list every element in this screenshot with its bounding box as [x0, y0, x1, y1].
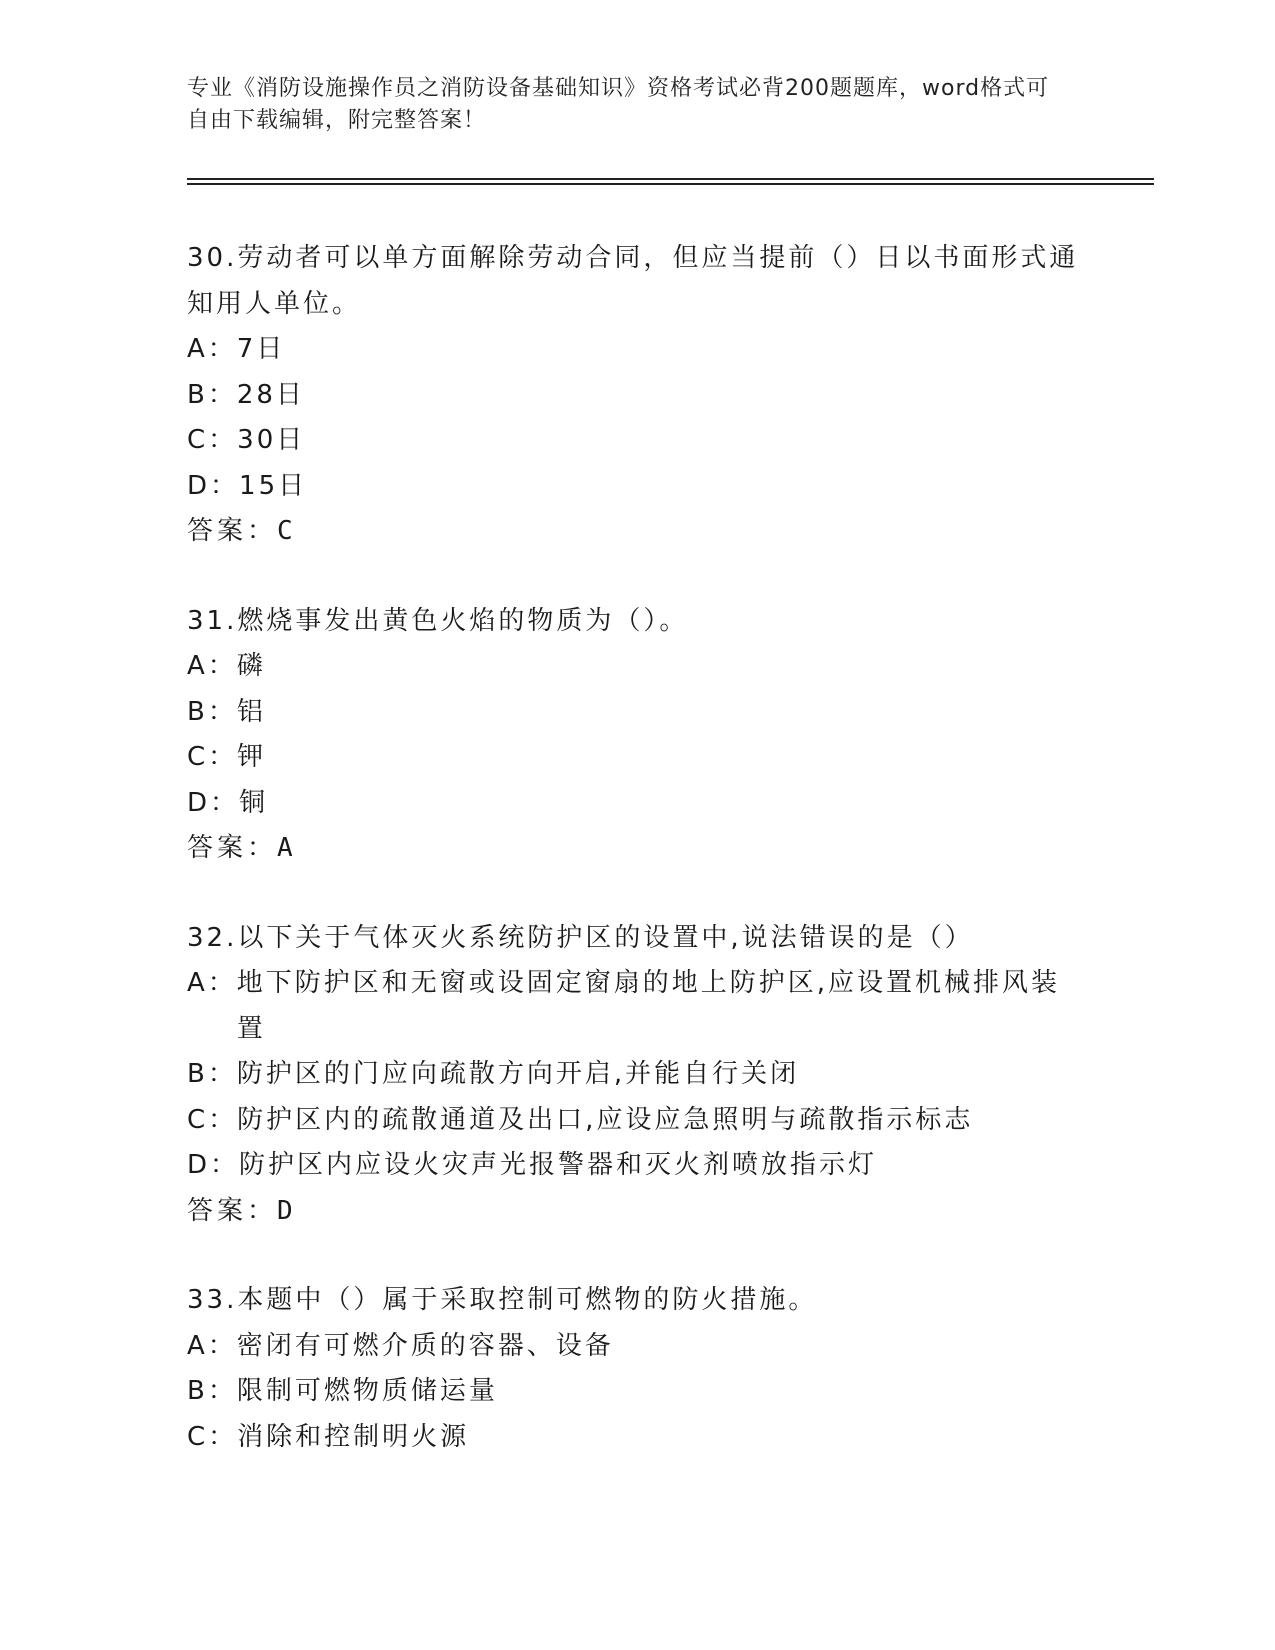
option-a [187, 1324, 1087, 1370]
option-text: 28日 [236, 379, 305, 410]
option-text: 防护区内应设火灾声光报警器和灭火剂喷放指示灯 [239, 1150, 878, 1180]
option-key: C： [187, 1104, 238, 1135]
question-stem: 31.燃烧事发出黄色火焰的物质为（）。 [187, 605, 689, 636]
option-text: 15日 [239, 470, 308, 501]
option-key: C： [187, 425, 238, 455]
option-key: A： [187, 1330, 237, 1361]
option-c [187, 1098, 1087, 1144]
option-key: A： [187, 651, 237, 681]
question-30 [187, 236, 1087, 555]
question-stem: 30.劳动者可以单方面解除劳动合同，但应当提前（）日以书面形式通知用人单位。 [187, 243, 1079, 319]
question-stem: 32.以下关于气体灭火系统防护区的设置中,说法错误的是（） [187, 922, 974, 953]
answer-value: D [277, 1195, 293, 1226]
question-stem: 33.本题中（）属于采取控制可燃物的防火措施。 [187, 1285, 818, 1315]
option-key: D： [187, 470, 240, 501]
option-key: A： [187, 968, 237, 998]
option-key: B： [187, 1376, 237, 1406]
option-d [187, 464, 1087, 510]
answer-label: 答案： [187, 516, 278, 546]
answer-label: 答案： [187, 1195, 278, 1226]
answer-value: C [277, 516, 293, 546]
option-text: 铜 [239, 787, 269, 818]
option-key: C： [187, 1421, 238, 1452]
option-text: 密闭有可燃介质的容器、设备 [236, 1330, 614, 1361]
option-a [187, 644, 1087, 690]
option-text: 防护区内的疏散通道及出口,应设应急照明与疏散指示标志 [237, 1104, 974, 1135]
answer-line [187, 509, 1087, 555]
option-b [187, 373, 1087, 419]
answer-label: 答案： [187, 833, 278, 863]
option-a [187, 961, 1087, 1052]
option-text: 地下防护区和无窗或设固定窗扇的地上防护区,应设置机械排风装置 [236, 968, 1061, 1044]
option-text: 防护区的门应向疏散方向开启,并能自行关闭 [236, 1059, 800, 1089]
option-key: C： [187, 742, 238, 772]
question-31 [187, 599, 1087, 872]
option-text: 限制可燃物质储运量 [236, 1376, 498, 1406]
option-c [187, 1415, 1087, 1461]
header-divider-bottom [187, 183, 1154, 185]
option-b [187, 1052, 1087, 1098]
option-d [187, 1143, 1087, 1189]
answer-line [187, 826, 1087, 872]
option-key: D： [187, 1150, 240, 1180]
question-32 [187, 916, 1087, 1235]
option-b [187, 690, 1087, 736]
option-a [187, 327, 1087, 373]
option-key: B： [187, 1059, 237, 1089]
document-header: 专业《消防设施操作员之消防设备基础知识》资格考试必背200题题库，word格式可自由下载编辑，附完整答案！ [187, 76, 1050, 133]
option-key: D： [187, 787, 240, 818]
header-divider-top [187, 178, 1154, 180]
question-33 [187, 1278, 1087, 1460]
option-b [187, 1369, 1087, 1415]
option-c [187, 735, 1087, 781]
option-text: 磷 [236, 651, 266, 681]
question-list [187, 236, 1087, 1460]
answer-line [187, 1189, 1087, 1235]
option-key: A： [187, 334, 237, 364]
option-text: 消除和控制明火源 [237, 1421, 470, 1452]
option-c [187, 418, 1087, 464]
answer-value: A [277, 833, 293, 863]
option-key: B： [187, 696, 237, 727]
option-text: 钾 [237, 742, 267, 772]
option-text: 7日 [236, 334, 286, 364]
option-text: 铝 [236, 696, 266, 727]
option-key: B： [187, 379, 237, 410]
option-d [187, 781, 1087, 827]
option-text: 30日 [237, 425, 306, 455]
